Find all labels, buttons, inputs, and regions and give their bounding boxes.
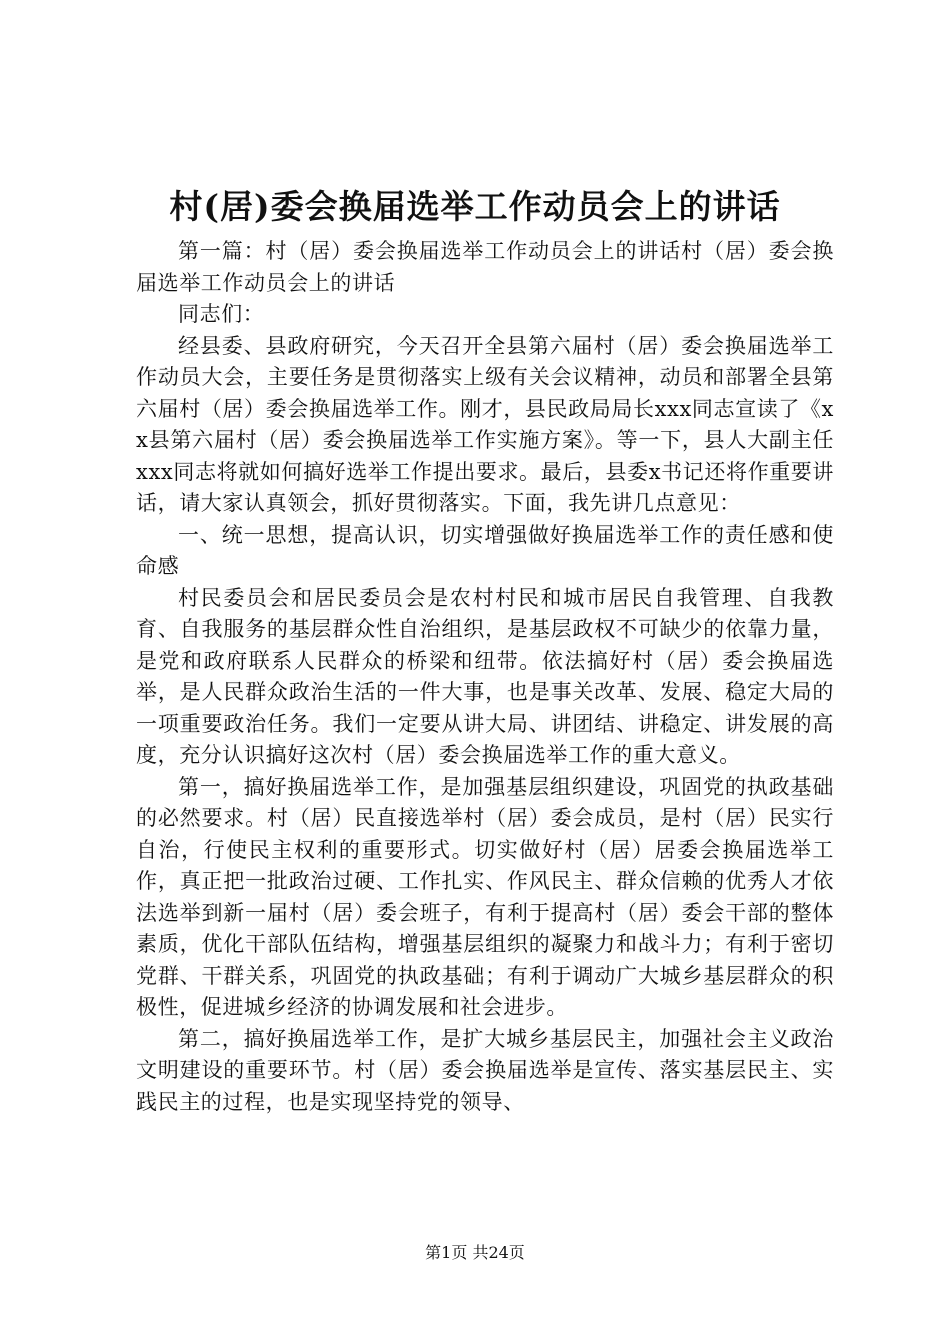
section-heading-1: 一、统一思想，提高认识，切实增强做好换届选举工作的责任感和使命感 bbox=[136, 522, 834, 578]
paragraph-opening: 经县委、县政府研究，今天召开全县第六届村（居）委会换届选举工作动员大会，主要任务是贯彻落实上级有关会议精神，动员和部署全县第六届村（居）委会换届选举工作。刚才，县民政局局长xxx同志宣读了《xx县第六届村（居）委会换届选举工作实施方案》。等一下，县人大副主任xxx同志将就如何搞好选举工作提出要求。最后，县委x书记还将作重要讲话，请大家认真领会，抓好贯彻落实。下面，我先讲几点意见： bbox=[136, 333, 834, 515]
paragraph-point-second: 第二，搞好换届选举工作，是扩大城乡基层民主，加强社会主义政治文明建设的重要环节。村（居）委会换届选举是宣传、落实基层民主、实践民主的过程，也是实现坚持党的领导、 bbox=[136, 1026, 834, 1114]
document-title: 村(居)委会换届选举工作动员会上的讲话 bbox=[169, 187, 781, 226]
document-body bbox=[136, 236, 834, 1118]
paragraph-point-first: 第一，搞好换届选举工作，是加强基层组织建设，巩固党的执政基础的必然要求。村（居）民直接选举村（居）委会成员，是村（居）民实行自治，行使民主权利的重要形式。切实做好村（居）居委会换届选举工作，真正把一批政治过硬、工作扎实、作风民主、群众信赖的优秀人才依法选举到新一届村（居）委会班子，有利于提高村（居）委会干部的整体素质，优化干部队伍结构，增强基层组织的凝聚力和战斗力；有利于密切党群、干群关系，巩固党的执政基础；有利于调动广大城乡基层群众的积极性，促进城乡经济的协调发展和社会进步。 bbox=[136, 774, 834, 1019]
paragraph-salutation: 同志们： bbox=[178, 302, 265, 326]
paragraph-committee-role: 村民委员会和居民委员会是农村村民和城市居民自我管理、自我教育、自我服务的基层群众性自治组织，是基层政权不可缺少的依靠力量，是党和政府联系人民群众的桥梁和纽带。依法搞好村（居）委会换届选举，是人民群众政治生活的一件大事，也是事关改革、发展、稳定大局的一项重要政治任务。我们一定要从讲大局、讲团结、讲稳定、讲发展的高度，充分认识搞好这次村（居）委会换届选举工作的重大意义。 bbox=[136, 585, 834, 767]
paragraph-heading-intro: 第一篇：村（居）委会换届选举工作动员会上的讲话村（居）委会换届选举工作动员会上的讲话 bbox=[136, 239, 834, 295]
page-indicator: 第1页 共24页 bbox=[425, 1243, 525, 1262]
